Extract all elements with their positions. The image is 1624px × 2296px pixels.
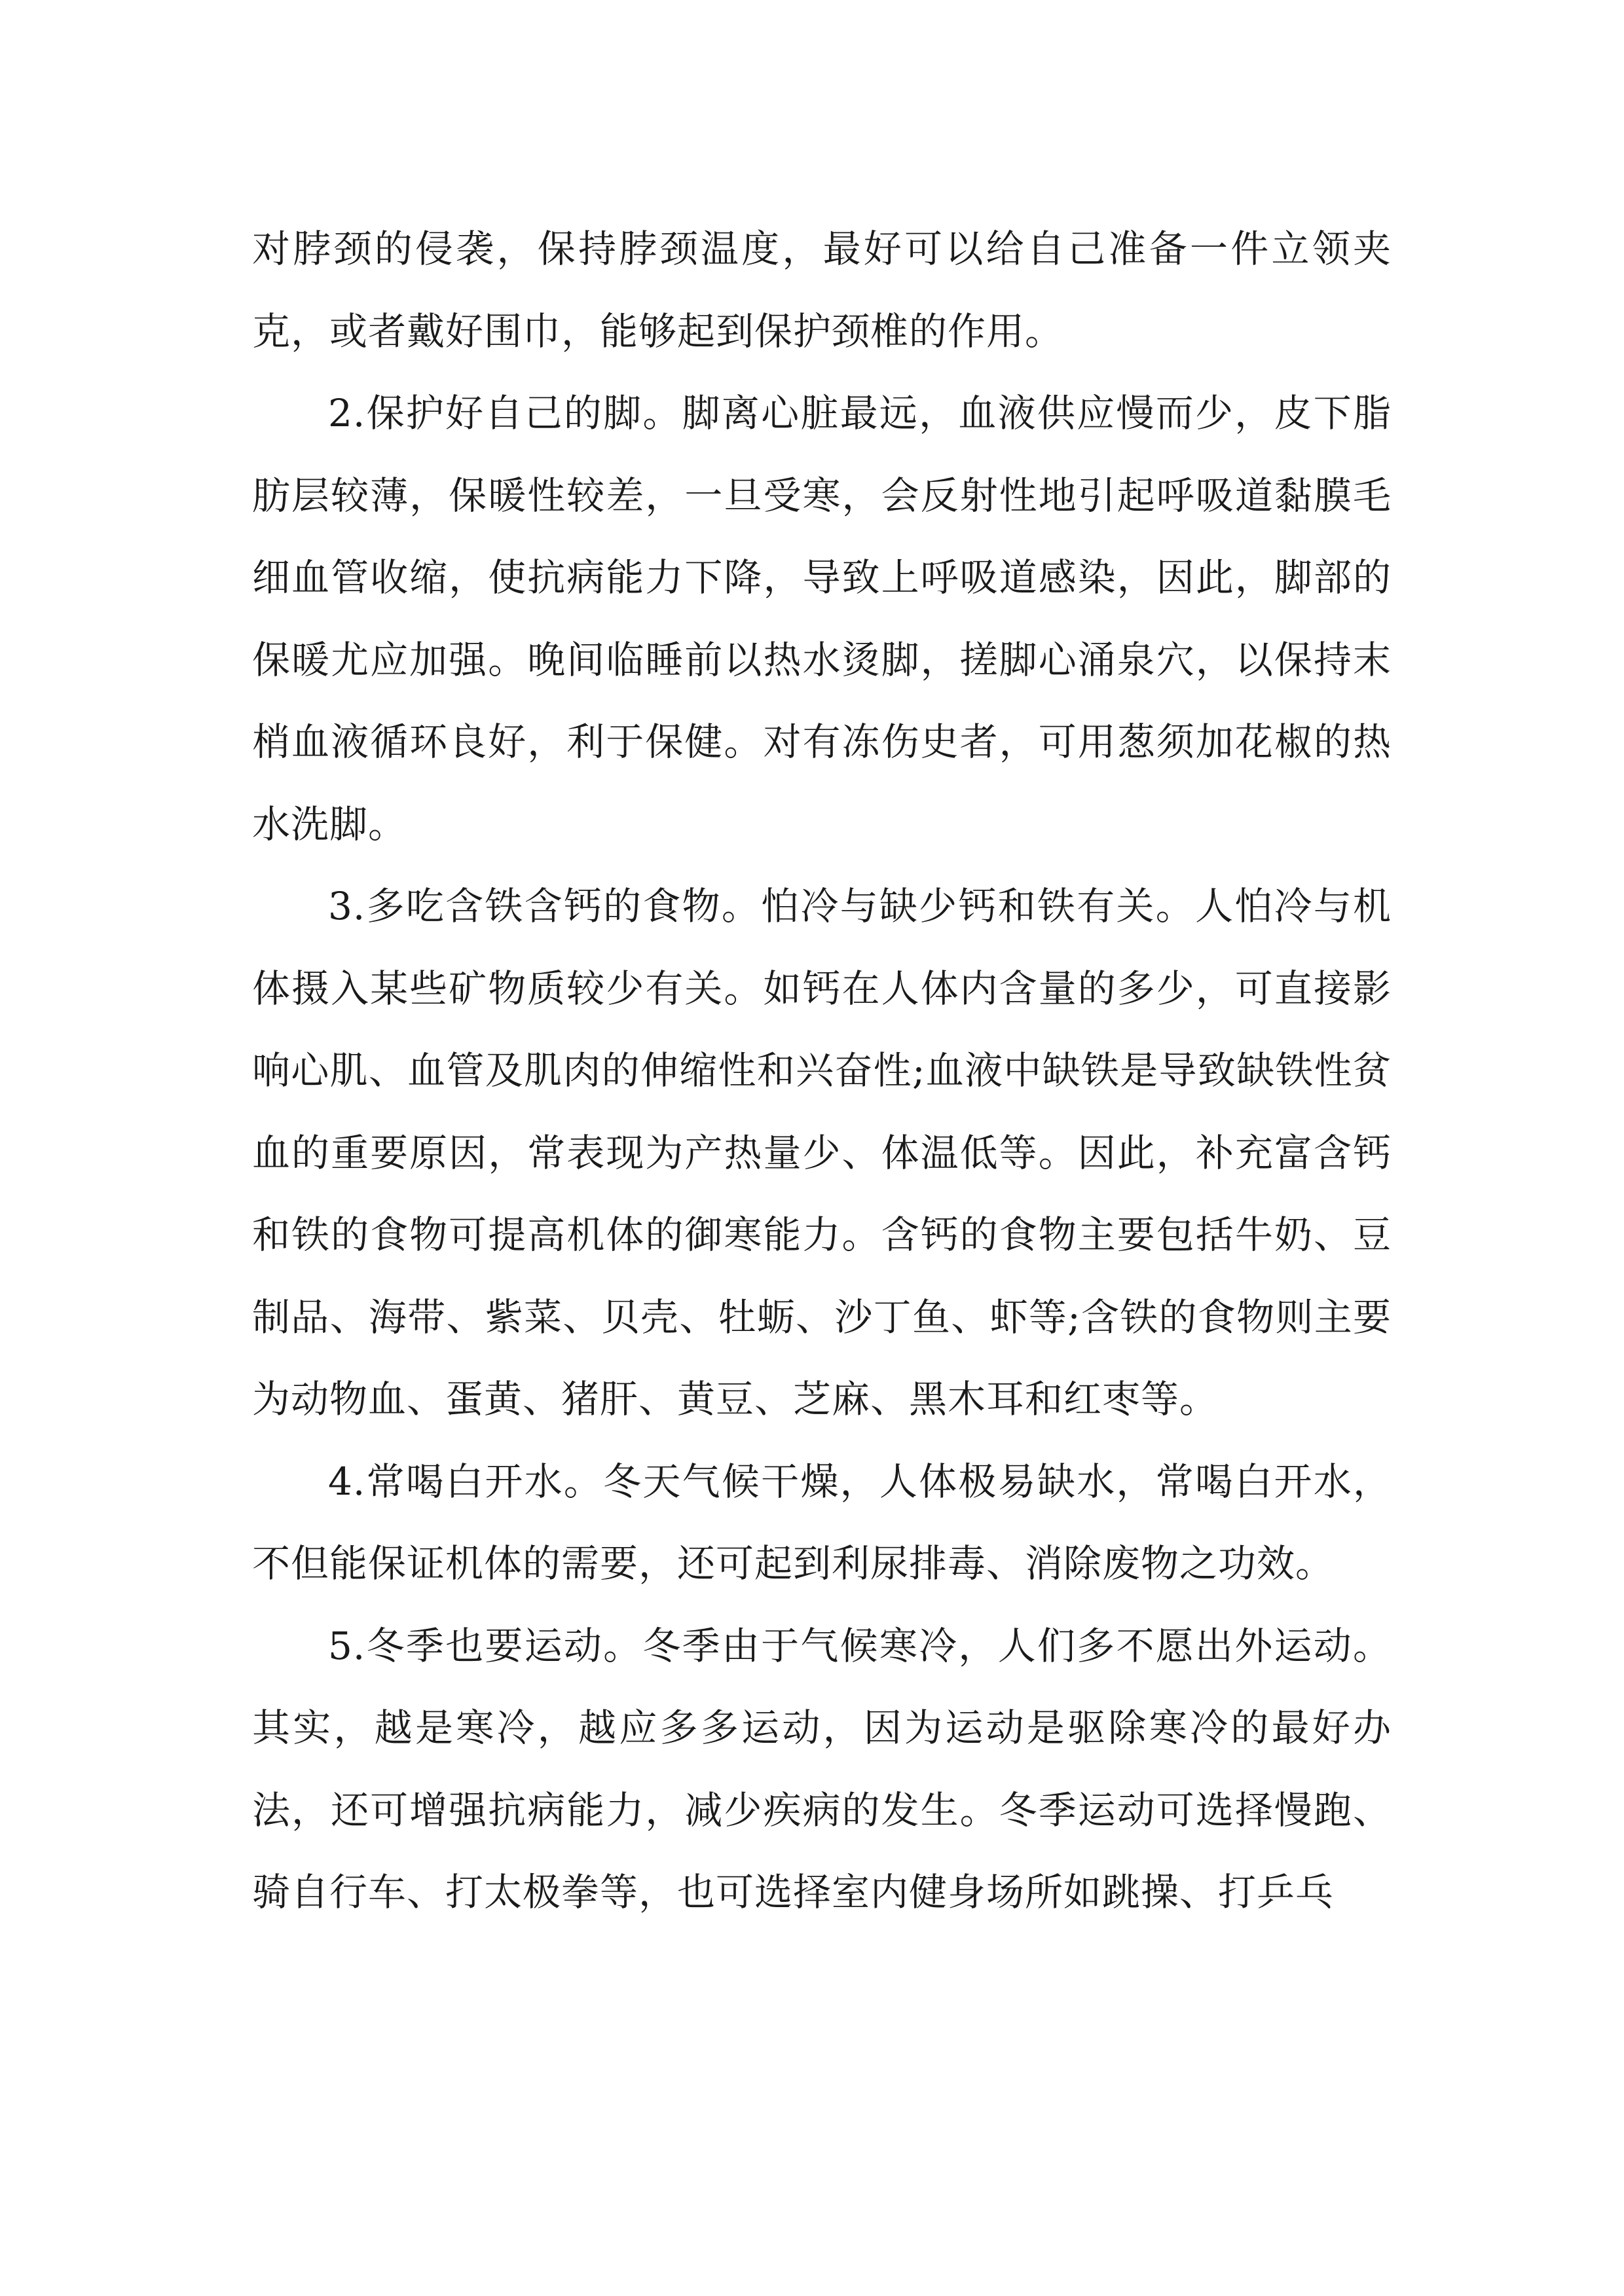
paragraph-iron-calcium-food: 3.多吃含铁含钙的食物。怕冷与缺少钙和铁有关。人怕冷与机体摄入某些矿物质较少有关。如钙在人体内含量的多少，可直接影响心肌、血管及肌肉的伸缩性和兴奋性;血液中缺铁是导致缺铁性贫血的重要原因，常表现为产热量少、体温低等。因此，补充富含钙和铁的食物可提高机体的御寒能力。含钙的食物主要包括牛奶、豆制品、海带、紫菜、贝壳、牡蛎、沙丁鱼、虾等;含铁的食物则主要为动物血、蛋黄、猪肝、黄豆、芝麻、黑木耳和红枣等。 — [252, 884, 1392, 1421]
paragraph-neck-protection: 对脖颈的侵袭，保持脖颈温度，最好可以给自己准备一件立领夹克，或者戴好围巾，能够起到保护颈椎的作用。 — [252, 227, 1392, 354]
paragraph-drink-water: 4.常喝白开水。冬天气候干燥，人体极易缺水，常喝白开水，不但能保证机体的需要，还可起到利尿排毒、消除废物之功效。 — [252, 1459, 1392, 1586]
paragraph-foot-protection: 2.保护好自己的脚。脚离心脏最远，血液供应慢而少，皮下脂肪层较薄，保暖性较差，一旦受寒，会反射性地引起呼吸道黏膜毛细血管收缩，使抗病能力下降，导致上呼吸道感染，因此，脚部的保暖尤应加强。晚间临睡前以热水烫脚，搓脚心涌泉穴，以保持末梢血液循环良好，利于保健。对有冻伤史者，可用葱须加花椒的热水洗脚。 — [252, 391, 1392, 847]
paragraph-winter-exercise: 5.冬季也要运动。冬季由于气候寒冷，人们多不愿出外运动。其实，越是寒冷，越应多多运动，因为运动是驱除寒冷的最好办法，还可增强抗病能力，减少疾病的发生。冬季运动可选择慢跑、骑自行车、打太极拳等，也可选择室内健身场所如跳操、打乒乓 — [252, 1623, 1392, 1914]
document-body — [252, 208, 1392, 1934]
